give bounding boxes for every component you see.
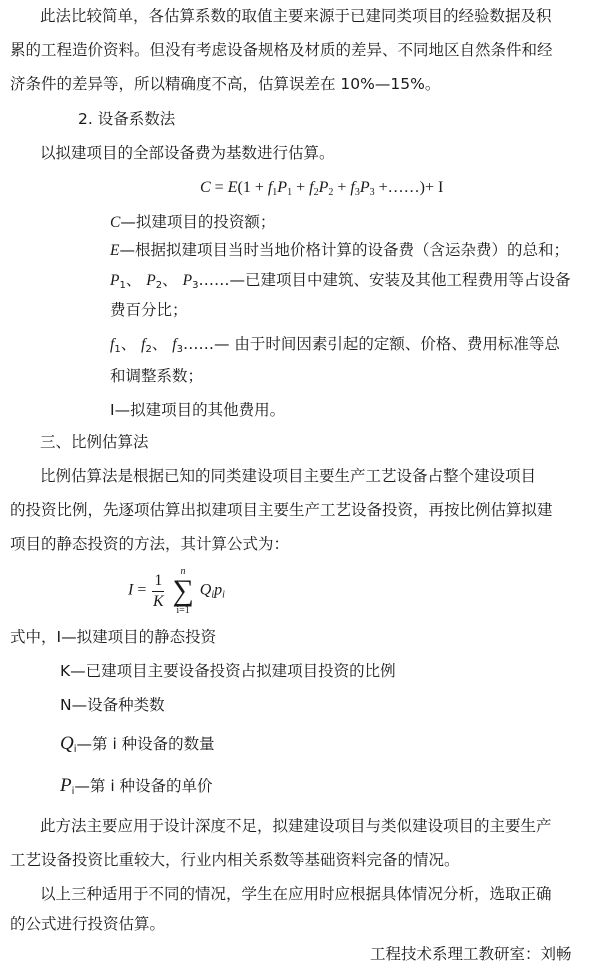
formula-equipment-coefficient: $C = E(1 + f_1P_1 + f_2P_2 + f_3P_3$ +……)+ I xyxy=(200,179,444,198)
def-f-cont: 和调整系数； xyxy=(110,367,204,385)
def-where-i: 式中，I—拟建项目的静态投资 xyxy=(10,628,217,646)
conclusion-line2: 的公式进行投资估算。 xyxy=(10,915,166,933)
para1-line3: 济条件的差异等，所以精确度不高，估算误差在 10%—15%。 xyxy=(10,75,441,93)
def-p-price: $P_i—$第 i 种设备的单价 xyxy=(60,775,213,797)
formula-proportional: I = $\frac{1}{K}$ n ∑ i=1 $Q_ip_i$ xyxy=(128,566,225,616)
def-e: E—根据拟建项目当时当地价格计算的设备费（含运杂费）的总和； xyxy=(110,241,569,259)
section3-line2: 的投资比例，先逐项估算出拟建项目主要生产工艺设备投资，再按比例估算拟建 xyxy=(10,501,553,519)
def-k: K—已建项目主要设备投资占拟建项目投资的比例 xyxy=(60,662,396,680)
def-q: $Q_i—$第 i 种设备的数量 xyxy=(60,733,215,755)
def-p: $P_1$、 $P_2$、 $P_3\dots\dots—$已建项目中建筑、安装及其他工程费用等占设备 xyxy=(110,271,571,291)
conclusion-line1: 以上三种适用于不同的情况，学生在应用时应根据具体情况分析，选取正确 xyxy=(40,885,552,903)
def-c: C—拟建项目的投资额； xyxy=(110,213,276,231)
section3-line3: 项目的静态投资的方法，其计算公式为： xyxy=(10,535,290,553)
def-n: N—设备种类数 xyxy=(60,696,165,714)
apply-line1: 此方法主要应用于设计深度不足，拟建建设项目与类似建设项目的主要生产 xyxy=(40,817,552,835)
section3-heading: 三、比例估算法 xyxy=(40,433,149,451)
def-i: I—拟建项目的其他费用。 xyxy=(110,401,286,419)
section3-line1: 比例估算法是根据已知的同类建设项目主要生产工艺设备占整个建设项目 xyxy=(40,467,537,485)
para1-line2: 累的工程造价资料。但没有考虑设备规格及材质的差异、不同地区自然条件和经 xyxy=(10,41,553,59)
para1-line1: 此法比较简单，各估算系数的取值主要来源于已建同类项目的经验数据及积 xyxy=(40,7,552,25)
def-f: $f_1$、 $f_2$、 $f_3\dots\dots—$ 由于时间因素引起的定额、价格、费用标准等总 xyxy=(110,335,560,355)
apply-line2: 工艺设备投资比重较大，行业内相关系数等基础资料完备的情况。 xyxy=(10,851,460,869)
section2-heading: 2. 设备系数法 xyxy=(78,110,176,128)
section2-intro: 以拟建项目的全部设备费为基数进行估算。 xyxy=(40,144,335,162)
def-p-cont: 费百分比； xyxy=(110,301,188,319)
signature: 工程技术系理工教研室：刘畅 xyxy=(370,945,572,963)
